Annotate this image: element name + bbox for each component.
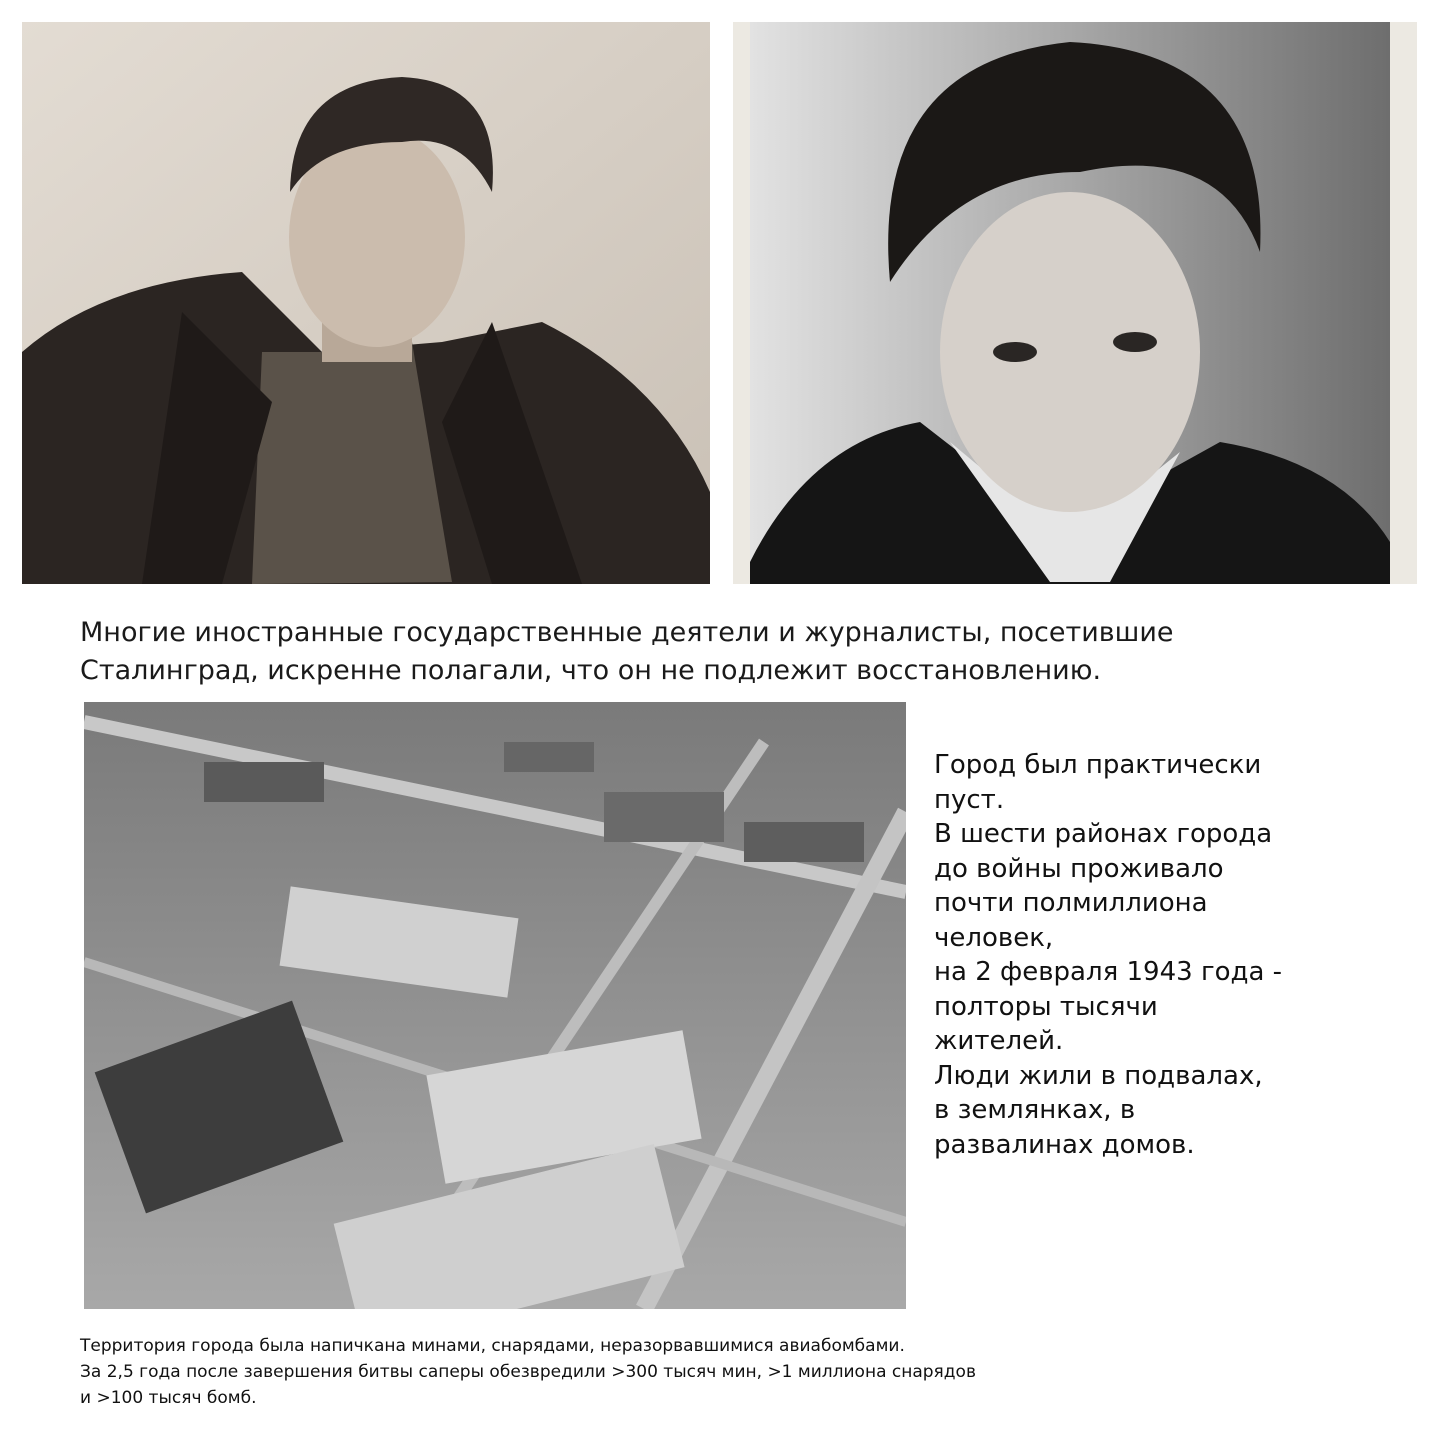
side-text-line: развалинах домов. xyxy=(934,1129,1195,1160)
side-text-line: до войны проживало xyxy=(934,853,1224,884)
ruins-aerial-photo xyxy=(84,702,906,1309)
side-text-line: жителей. xyxy=(934,1026,1064,1056)
side-text-line: полторы тысячи xyxy=(934,991,1158,1022)
main-caption xyxy=(80,614,1390,690)
footnote xyxy=(80,1333,1400,1411)
side-text-line: Люди жили в подвалах, xyxy=(934,1060,1263,1091)
footnote-line-3: и >100 тысяч бомб. xyxy=(80,1388,257,1408)
side-text-line: на 2 февраля 1943 года - xyxy=(934,957,1283,987)
main-caption-line-2: Сталинград, искренне полагали, что он не подлежит восстановлению. xyxy=(80,655,1102,686)
footnote-line-2: За 2,5 года после завершения битвы саперы обезвредили >300 тысяч мин, >1 миллиона снарядов xyxy=(80,1362,976,1382)
side-text-line: человек, xyxy=(934,922,1054,953)
portrait-photo-left xyxy=(22,22,710,584)
side-text-line: Город был практически xyxy=(934,750,1262,780)
side-text-line: почти полмиллиона xyxy=(934,888,1208,918)
side-text-line: В шести районах города xyxy=(934,819,1273,849)
main-caption-line-1: Многие иностранные государственные деятели и журналисты, посетившие xyxy=(80,617,1174,648)
aerial-ruins-photo-icon xyxy=(84,702,906,1309)
side-text-line: пуст. xyxy=(934,784,1005,815)
portrait-photo-icon xyxy=(750,22,1390,584)
side-text xyxy=(934,748,1404,1162)
portrait-photo-right xyxy=(750,22,1390,584)
portrait-photo-icon xyxy=(22,22,710,584)
side-text-line: в землянках, в xyxy=(934,1095,1136,1125)
footnote-line-1: Территория города была напичкана минами, снарядами, неразорвавшимися авиабомбами. xyxy=(80,1336,905,1356)
